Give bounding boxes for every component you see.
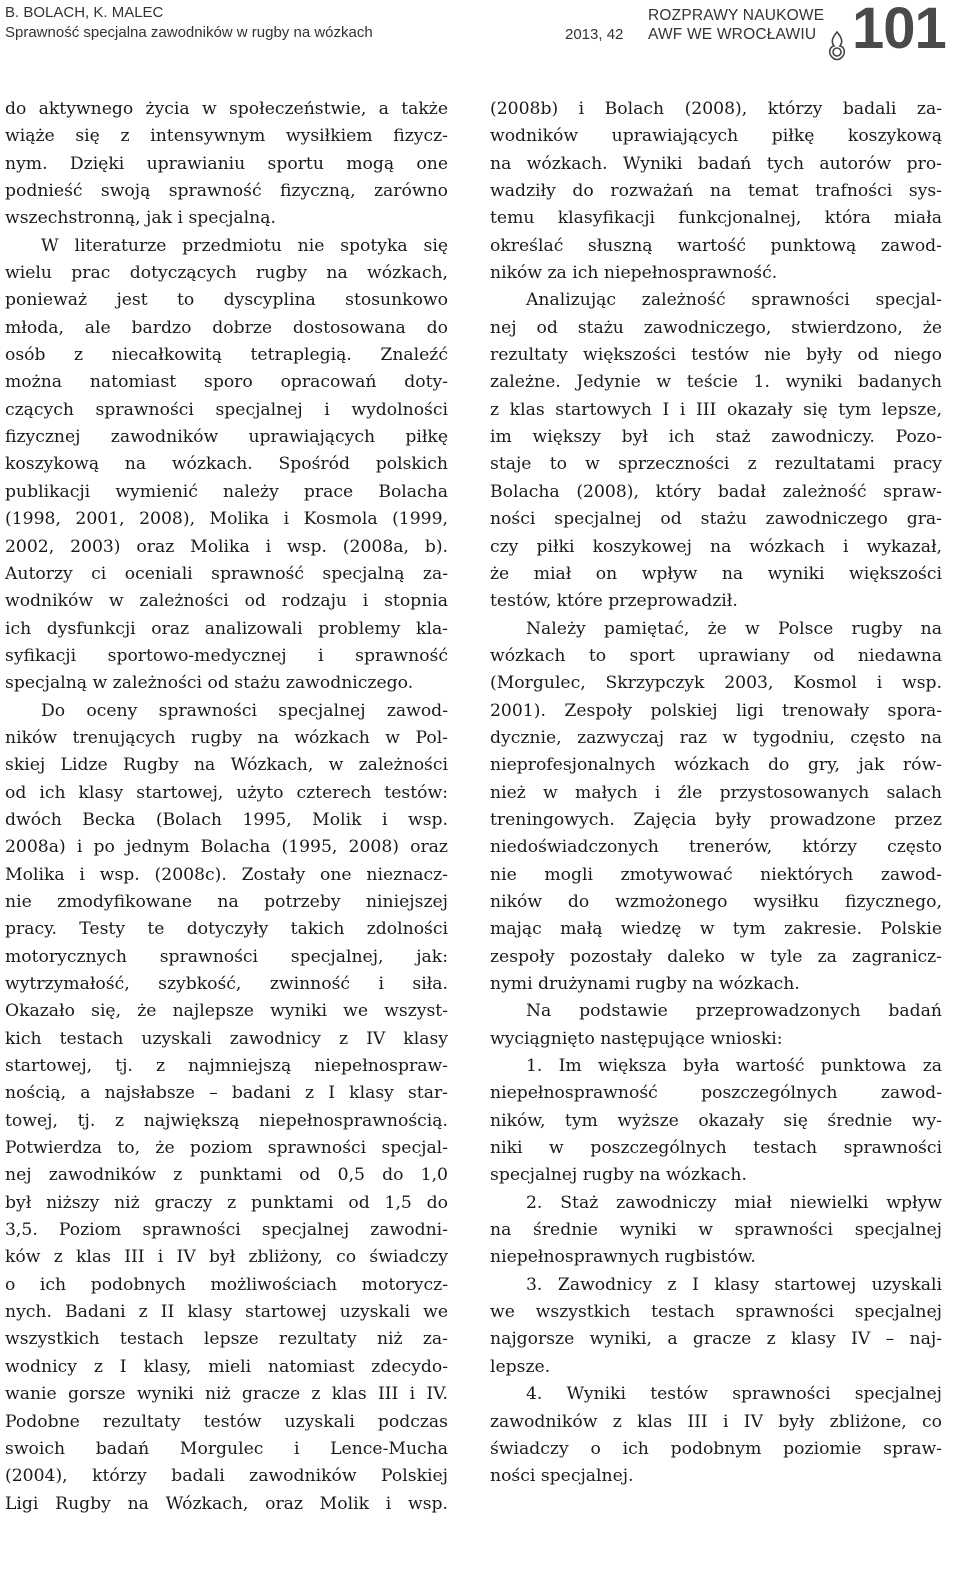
text-line: określać słuszną wartość punktową zawod- xyxy=(490,235,942,256)
text-line: testów, które przeprowadził. xyxy=(490,591,738,612)
text-line: nie mogli zmotywować niektórych zawod- xyxy=(490,864,942,885)
text-line: nej zawodników z punktami od 0,5 do 1,0 xyxy=(5,1165,448,1186)
text-line: publikacji wymienić należy prace Bolacha xyxy=(5,481,448,502)
text-line: syfikacji sportowo-medycznej i sprawność xyxy=(5,645,448,666)
text-line: był niższy niż graczy z punktami od 1,5 do xyxy=(5,1192,448,1213)
text-line: lepsze. xyxy=(490,1356,551,1377)
text-line: świadczy o ich podobnym poziomie spraw- xyxy=(490,1438,942,1459)
text-line: wodników w zależności od rodzaju i stopnia xyxy=(5,591,448,612)
text-line: nież w małych i źle przystosowanych salach xyxy=(490,782,942,803)
text-line: (2004), którzy badali zawodników Polskiej xyxy=(5,1466,448,1487)
text-line: niedoświadczonych trenerów, którzy często xyxy=(490,837,942,858)
text-line: (2008b) i Bolach (2008), którzy badali za- xyxy=(490,99,942,119)
text-line: nością, a najsłabsze – badani z I klasy star- xyxy=(5,1083,448,1104)
text-line: czących sprawności specjalnej i wydolności xyxy=(5,399,448,420)
text-line: nieprofesjonalnych wózkach do gry, jak rów- xyxy=(490,755,942,776)
text-line: niki w poszczególnych testach sprawności xyxy=(490,1138,942,1159)
running-header xyxy=(0,0,960,72)
text-line: ków z klas III i IV był zbliżony, co świadczy xyxy=(5,1247,448,1268)
text-line: o ich podobnych możliwościach motorycz- xyxy=(5,1274,448,1295)
text-line: 1. Im większa była wartość punktowa za xyxy=(526,1056,942,1077)
header-authors: B. BOLACH, K. MALEC xyxy=(5,4,164,21)
text-line: na wózkach. Wyniki badań tych autorów pro- xyxy=(490,153,942,174)
text-line: ich dysfunkcji oraz analizowali problemy kla- xyxy=(5,618,448,639)
text-line: nych. Badani z II klasy startowej uzyskali we xyxy=(5,1302,448,1323)
text-line: ności specjalnej od stażu zawodniczego gra- xyxy=(490,509,942,530)
awf-logo-icon xyxy=(825,30,849,62)
text-line: specjalnej rugby na wózkach. xyxy=(490,1165,747,1186)
text-line: ności specjalnej. xyxy=(490,1466,634,1487)
text-line: 3,5. Poziom sprawności specjalnej zawodni- xyxy=(5,1220,448,1241)
text-line: Na podstawie przeprowadzonych badań xyxy=(526,1001,942,1022)
text-line: podnieść swoją sprawność fizyczną, zarówno xyxy=(5,181,448,202)
header-journal-line1: ROZPRAWY NAUKOWE xyxy=(648,7,825,24)
text-line: 2008a) i po jednym Bolacha (1995, 2008) oraz xyxy=(5,837,448,858)
text-line: ników, tym wyższe okazały się średnie wy- xyxy=(490,1110,942,1131)
text-line: z klas startowych I i III okazały się tym lepsze, xyxy=(490,399,942,420)
text-line: wyciągnięto następujące wnioski: xyxy=(490,1028,783,1049)
text-line: niepełnosprawnych rugbistów. xyxy=(490,1247,756,1268)
text-line: nymi drużynami rugby na wózkach. xyxy=(490,974,800,994)
text-line: dwóch Becka (Bolach 1995, Molik i wsp. xyxy=(5,809,448,830)
text-line: wózkach to sport uprawiany od niedawna xyxy=(490,645,942,666)
header-journal-line2: AWF WE WROCŁAWIU xyxy=(648,26,817,43)
text-line: koszykową na wózkach. Spośród polskich xyxy=(5,454,448,475)
text-line: Potwierdza to, że poziom sprawności specjal- xyxy=(5,1138,448,1159)
text-line: nej od stażu zawodniczego, stwierdzono, że xyxy=(490,317,942,338)
text-line: Okazało się, że najlepsze wyniki we wszyst- xyxy=(5,1001,448,1022)
text-line: czy piłki koszykowej na wózkach i wykazał, xyxy=(490,536,942,557)
text-line: mając małą wiedzę w tym zakresie. Polskie xyxy=(490,919,942,940)
text-line: Należy pamiętać, że w Polsce rugby na xyxy=(526,618,942,639)
text-line: 2. Staż zawodniczy miał niewielki wpływ xyxy=(526,1192,942,1213)
text-line: że miał on wpływ na wyniki większości xyxy=(490,563,942,584)
text-line: młoda, ale bardzo dobrze dostosowana do xyxy=(5,317,448,338)
text-line: niepełnosprawność poszczególnych zawod- xyxy=(490,1083,942,1104)
text-line: startowej, tj. z najmniejszą niepełnospraw- xyxy=(5,1056,448,1077)
text-line: dycznie, zazwyczaj raz w tygodniu, często na xyxy=(490,727,942,748)
text-line: wodnicy z I klasy, mieli natomiast zdecydo- xyxy=(5,1356,448,1377)
text-line: od ich klasy startowej, użyto czterech testów: xyxy=(5,782,448,803)
text-line: zależne. Jedynie w teście 1. wyniki badanych xyxy=(490,372,942,393)
text-line: (Morgulec, Skrzypczyk 2003, Kosmol i wsp. xyxy=(490,673,942,694)
text-line: towej, tj. z największą niepełnosprawnością. xyxy=(5,1110,448,1131)
text-line: 2001). Zespoły polskiej ligi trenowały spora- xyxy=(490,700,942,721)
text-line: Do oceny sprawności specjalnej zawod- xyxy=(41,700,448,721)
text-line: kich testach uzyskali zawodnicy z IV klasy xyxy=(5,1028,448,1049)
text-line: W literaturze przedmiotu nie spotyka się xyxy=(41,235,448,256)
text-line: wytrzymałość, szybkość, zwinność i siła. xyxy=(5,974,448,994)
text-line: 2002, 2003) oraz Molika i wsp. (2008a, b). xyxy=(5,536,448,557)
text-line: pracy. Testy te dotyczyły takich zdolności xyxy=(5,919,448,940)
text-line: wadziły do rozważań na temat trafności sys- xyxy=(490,181,942,202)
text-line: Autorzy ci oceniali sprawność specjalną za- xyxy=(5,563,448,584)
text-line: Bolacha (2008), który badał zależność spraw- xyxy=(490,481,942,502)
text-line: specjalną w zależności od stażu zawodniczego. xyxy=(5,673,414,694)
text-line: wszechstronną, jak i specjalną. xyxy=(5,208,276,229)
text-line: fizycznej zawodników uprawiających piłkę xyxy=(5,427,448,448)
text-line: wodników uprawiających piłkę koszykową xyxy=(490,126,942,147)
text-line: osób z niecałkowitą tetraplegią. Znaleźć xyxy=(5,345,448,366)
text-line: rezultaty większości testów nie były od niego xyxy=(490,345,942,366)
text-line: do aktywnego życia w społeczeństwie, a także xyxy=(5,99,448,119)
text-line: zawodników z klas III i IV były zbliżone, co xyxy=(490,1411,942,1432)
text-line: nie zmodyfikowane na potrzeby niniejszej xyxy=(5,891,448,912)
text-line: staje to w sprzeczności z rezultatami pracy xyxy=(490,454,942,475)
text-column-right xyxy=(490,96,942,1491)
text-line: 3. Zawodnicy z I klasy startowej uzyskali xyxy=(526,1274,942,1295)
text-line: we wszystkich testach sprawności specjalnej xyxy=(490,1302,942,1323)
text-line: motorycznych sprawności specjalnej, jak: xyxy=(5,946,448,967)
text-line: można natomiast sporo opracowań doty- xyxy=(5,372,448,393)
page-number: 101 xyxy=(852,0,946,61)
text-line: 4. Wyniki testów sprawności specjalnej xyxy=(526,1384,942,1405)
text-line: ników do wzmożonego wysiłku fizycznego, xyxy=(490,891,942,912)
text-line: wielu prac dotyczących rugby na wózkach, xyxy=(5,263,448,284)
text-line: nym. Dzięki uprawianiu sportu mogą one xyxy=(5,153,448,174)
text-column-left xyxy=(5,96,448,1518)
header-article-title: Sprawność specjalna zawodników w rugby na wózkach xyxy=(5,24,373,41)
text-line: ników trenujących rugby na wózkach w Pol- xyxy=(5,727,448,748)
text-line: najgorsze wyniki, a gracze z klasy IV – naj- xyxy=(490,1329,942,1350)
text-line: ponieważ jest to dyscyplina stosunkowo xyxy=(5,290,448,311)
text-line: wiąże się z intensywnym wysiłkiem fizycz- xyxy=(5,126,448,147)
text-line: zespoły pozostały daleko w tyle za zagranicz- xyxy=(490,946,942,967)
text-line: wszystkich testach lepsze rezultaty niż za- xyxy=(5,1329,448,1350)
text-line: na średnie wyniki w sprawności specjalnej xyxy=(490,1220,942,1241)
text-line: treningowych. Zajęcia były prowadzone przez xyxy=(490,809,942,830)
text-line: Analizując zależność sprawności specjal- xyxy=(526,290,942,311)
text-line: im większy był ich staż zawodniczy. Pozo- xyxy=(490,427,942,448)
text-line: temu klasyfikacji funkcjonalnej, która miała xyxy=(490,208,942,229)
text-line: Molika i wsp. (2008c). Zostały one nieznacz- xyxy=(5,864,448,885)
text-line: skiej Lidze Rugby na Wózkach, w zależności xyxy=(5,755,448,776)
text-line: Podobne rezultaty testów uzyskali podczas xyxy=(5,1411,448,1432)
text-line: swoich badań Morgulec i Lence-Mucha xyxy=(5,1438,448,1459)
text-line: Ligi Rugby na Wózkach, oraz Molik i wsp. xyxy=(5,1493,448,1514)
text-line: ników za ich niepełnosprawność. xyxy=(490,263,778,284)
header-year-issue: 2013, 42 xyxy=(565,26,624,43)
text-line: wanie gorsze wyniki niż gracze z klas III i IV. xyxy=(5,1384,448,1405)
text-line: (1998, 2001, 2008), Molika i Kosmola (1999, xyxy=(5,509,448,530)
